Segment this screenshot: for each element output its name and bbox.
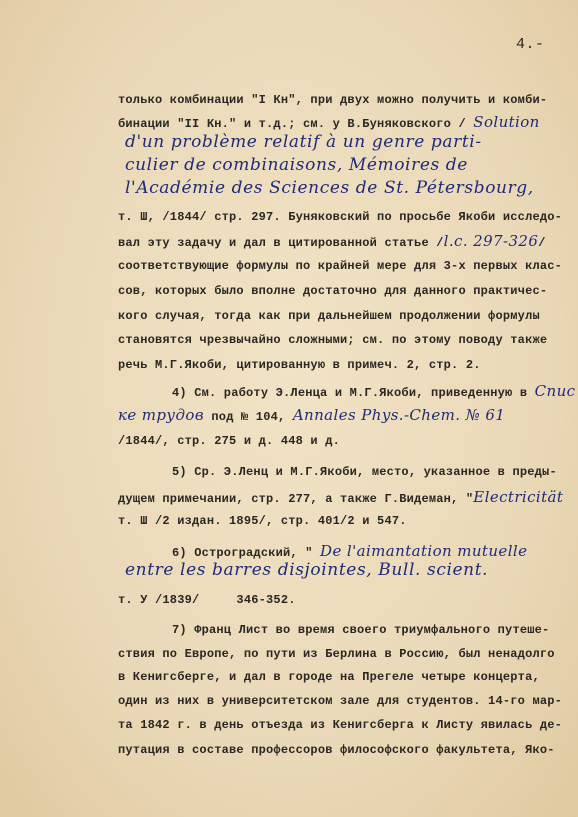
handwritten-text: l.c. 297-326 xyxy=(443,232,539,250)
text-line: становятся чрезвычайно сложными; см. по этому поводу также xyxy=(118,333,548,347)
typed-text: 4) См. работу Э.Ленца и М.Г.Якоби, приведенную в xyxy=(172,386,528,400)
footnote-5-line xyxy=(118,490,563,506)
typed-text: под № 104, xyxy=(204,410,293,424)
footnote-4-line: /1844/, стр. 275 и д. 448 и д. xyxy=(118,434,341,448)
text-line: соответствующие формулы по крайней мере для 3-х первых клас- xyxy=(118,259,563,273)
footnote-7-line: путация в составе профессоров философского факультета, Яко- xyxy=(118,743,555,757)
text-line: кого случая, тогда как при дальнейшем продолжении формулы xyxy=(118,309,540,323)
handwritten-text: Спис xyxy=(534,382,576,400)
footnote-7-line: 7) Франц Лист во время своего триумфального путеше- xyxy=(172,623,550,637)
handwritten-text: Solution xyxy=(473,113,540,131)
text-line: только комбинации "I Кн", при двух можно получить и комби- xyxy=(118,93,548,107)
handwritten-line: culier de combinaisons, Mémoires de xyxy=(125,155,468,175)
typed-text: бинации "II Кн." и т.д.; см. у В.Буняковского / xyxy=(118,117,466,131)
text-line xyxy=(118,234,546,250)
text-line: сов, которых было вполне достаточно для данного практичес- xyxy=(118,284,548,298)
text-line: т. Ш, /1844/ стр. 297. Буняковский по просьбе Якоби исследо- xyxy=(118,210,563,224)
handwritten-text: De l'aimantation mutuelle xyxy=(320,542,528,560)
handwritten-text: Electricität xyxy=(473,488,564,506)
footnote-7-line: ствия по Европе, по пути из Берлина в Россию, был ненадолго xyxy=(118,647,555,661)
footnote-6-line xyxy=(172,544,527,560)
handwritten-line: l'Académie des Sciences de St. Pétersbourg, xyxy=(125,178,534,198)
footnote-7-line: та 1842 г. в день отъезда из Кенигсберга к Листу явилась де- xyxy=(118,718,563,732)
footnote-7-line: один из них в университетском зале для студентов. 14-го мар- xyxy=(118,694,563,708)
text-line: речь М.Г.Якоби, цитированную в примеч. 2, стр. 2. xyxy=(118,358,481,372)
handwritten-line: entre les barres disjointes, Bull. scient. xyxy=(125,560,489,580)
footnote-6-line: т. У /1839/ 346-352. xyxy=(118,593,296,607)
handwritten-text: ке трудов xyxy=(118,406,204,424)
footnote-4-line xyxy=(118,408,505,424)
typed-text: вал эту задачу и дал в цитированной статье / xyxy=(118,236,444,250)
handwritten-text: Annales Phys.-Chem. № 61 xyxy=(292,406,506,424)
footnote-7-line: в Кенигсберге, и дал в городе на Прегеле четыре концерта, xyxy=(118,670,540,684)
typed-text: / xyxy=(538,236,546,250)
text-line xyxy=(118,115,540,131)
typed-text: дущем примечании, стр. 277, а также Г.Видеман, " xyxy=(118,492,474,506)
footnote-4-line xyxy=(172,384,575,400)
handwritten-line: d'un problème relatif à un genre parti- xyxy=(125,132,482,152)
page-number: 4.- xyxy=(516,36,545,53)
typed-text: 6) Остроградский, " xyxy=(172,546,321,560)
footnote-5-line: 5) Ср. Э.Ленц и М.Г.Якоби, место, указанное в преды- xyxy=(172,465,557,479)
footnote-5-line: т. Ш /2 издан. 1895/, стр. 401/2 и 547. xyxy=(118,514,407,528)
